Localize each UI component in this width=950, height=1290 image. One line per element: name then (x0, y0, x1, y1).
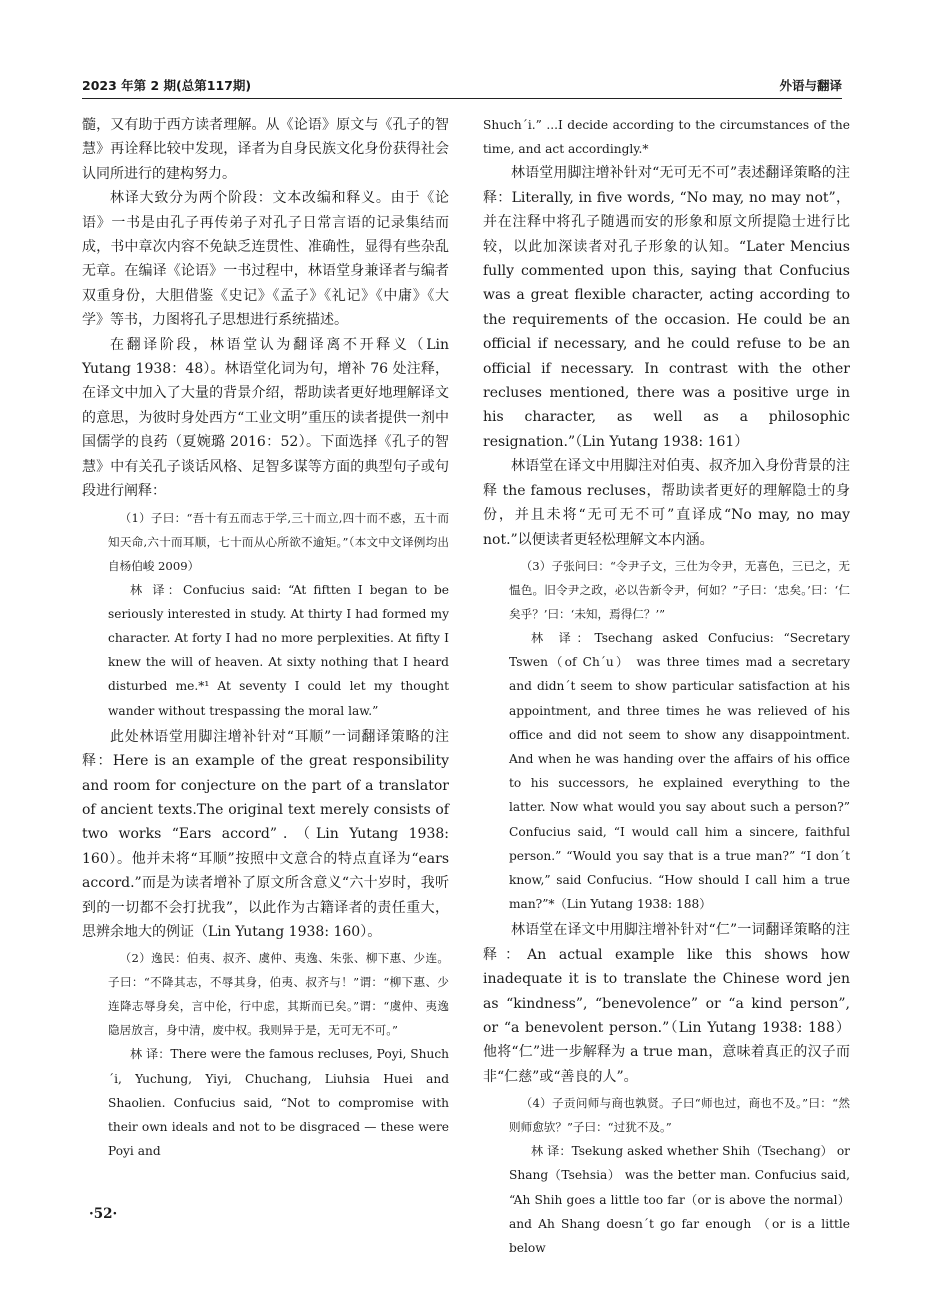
left-column (82, 113, 449, 1163)
paragraph: 林语堂用脚注增补针对“无可无不可”表述翻译策略的注释：Literally, in five words, “No may, no may not”，并在注释中将孔子随遇而安的形象和原文所提隐士进行比较，以此加深读者对孔子形象的认知。“Later Mencius fully commented upon this, saying that Confucius was a great flexible character, acting according to the requirements of the occasion. He could be an official if necessary, and he could refuse to be an official if necessary. In contrast with the other recluses mentioned, there was a positive urge in his character, as well as a philosophic resignation.”（Lin Yutang 1938: 161） (483, 165, 850, 450)
english-translation: 林 译：Confucius said: “At fiftten I began to be seriously interested in study. At thirty I had formed my character. At forty I had no more perplexities. At fifty I knew the will of heaven. At sixty nothing that I heard disturbed me.*¹ At seventy I could let my thought wander without trespassing the moral law.” (108, 582, 449, 718)
chinese-quote: （3）子张问曰：“令尹子文，三仕为令尹，无喜色，三已之，无愠色。旧令尹之政，必以告新令尹，何如？”子曰：‘忠矣。’曰：‘仁矣乎？’曰：‘未知，焉得仁？’” (509, 558, 850, 621)
paragraph: 此处林语堂用脚注增补针对“耳顺”一词翻译策略的注释：Here is an example of the great responsibility and room for conjecture on the part of a translator of ancient texts.The original text merely consists of two works “Ears accord”．（Lin Yutang 1938: 160）。他并未将“耳顺”按照中文意合的特点直译为“ears accord.”而是为读者增补了原文所含意义“六十岁时，我听到的一切都不会打扰我”，以此作为古籍译者的责任重大，思辨余地大的例证（Lin Yutang 1938: 160）。 (82, 728, 449, 940)
english-translation: 林 译：There were the famous recluses, Poyi, Shuch´i, Yuchung, Yiyi, Chuchang, Liuhsia Huei and Shaolien. Confucius said, “Not to compromise with their own ideals and not to be disgraced — these were Poyi and (108, 1047, 449, 1159)
paragraph: 林语堂在译文中用脚注对伯夷、叔齐加入身份背景的注释 the famous recluses，帮助读者更好的理解隐士的身份，并且未将“无可无不可”直译成“No may, no may not.”以便读者更轻松理解文本内涵。 (483, 458, 850, 548)
english-translation: 林 译：Tsekung asked whether Shih（Tsechang） or Shang（Tsehsia） was the better man. Confucius said, “Ah Shih goes a little too far（or is above the normal） and Ah Shang doesn´t go far enough （or is a little below (509, 1144, 850, 1255)
page-header (82, 72, 842, 99)
journal-name: 外语与翻译 (779, 78, 842, 93)
right-column (483, 113, 850, 1260)
english-translation: Shuch´i.” ...I decide according to the circumstances of the time, and act accordingly.* (483, 118, 850, 157)
journal-issue: 2023 年第 2 期(总第117期) (82, 78, 252, 93)
english-translation: 林 译：Tsechang asked Confucius: “Secretary Tswen（of Ch´u） was three times mad a secretary and didn´t seem to show particular satisfaction at his appointment, and three times he was relieved of his office and did not seem to show any disappointment. And when he was handing over the affairs of his office to his successors, he explained everything to the latter. Now what would you say about such a person?” Confucius said, “I would call him a sincere, faithful person.” “Would you say that is a true man?” “I don´t know,” said Confucius. “How should I call him a true man?”*（Lin Yutang 1938: 188） (509, 630, 850, 912)
page-number: ·52· (89, 1206, 118, 1222)
chinese-quote: （1）子曰：“吾十有五而志于学,三十而立,四十而不惑，五十而知天命,六十而耳顺，七十而从心所欲不逾矩。”（本文中文译例均出自杨伯峻 2009） (108, 510, 449, 573)
paragraph: 髓，又有助于西方读者理解。从《论语》原文与《孔子的智慧》再诠释比较中发现，译者为自身民族文化身份获得社会认同所进行的建构努力。 (82, 117, 449, 182)
paragraph: 在翻译阶段，林语堂认为翻译离不开释义（Lin Yutang 1938：48）。林语堂化词为句，增补 76 处注释，在译文中加入了大量的背景介绍，帮助读者更好地理解译文的意思，为彼时身处西方“工业文明”重压的读者提供一剂中国儒学的良药（夏婉璐 2016：52）。下面选择《孔子的智慧》中有关孔子谈话风格、足智多谋等方面的典型句子或句段进行阐释： (82, 336, 449, 500)
chinese-quote: （2）逸民：伯夷、叔齐、虞仲、夷逸、朱张、柳下惠、少连。子曰：“不降其志，不辱其身，伯夷、叔齐与！”谓：“柳下惠、少连降志辱身矣，言中伦，行中虑，其斯而已矣。”谓：“虞仲、夷逸隐居放言，身中清，废中权。我则异于是，无可无不可。” (108, 951, 449, 1038)
paragraph: 林译大致分为两个阶段：文本改编和释义。由于《论语》一书是由孔子再传弟子对孔子日常言语的记录集结而成，书中章次内容不免缺乏连贯性、准确性，显得有些杂乱无章。在编译《论语》一书过程中，林语堂身兼译者与编者双重身份，大胆借鉴《史记》《孟子》《礼记》《中庸》《大学》等书，力图将孔子思想进行系统描述。 (82, 190, 449, 329)
chinese-quote: （4）子贡问师与商也孰贤。子曰“师也过，商也不及。”曰：“然则师愈欤？”子曰：“过犹不及。” (509, 1096, 850, 1135)
paragraph: 林语堂在译文中用脚注增补针对“仁”一词翻译策略的注释：An actual example like this shows how inadequate it is to translate the Chinese word jen as “kindness”, “benevolence” or “a kind person”, or “a benevolent person.”（Lin Yutang 1938: 188）他将“仁”进一步解释为 a true man，意味着真正的汉子而非“仁慈”或“善良的人”。 (483, 922, 850, 1085)
